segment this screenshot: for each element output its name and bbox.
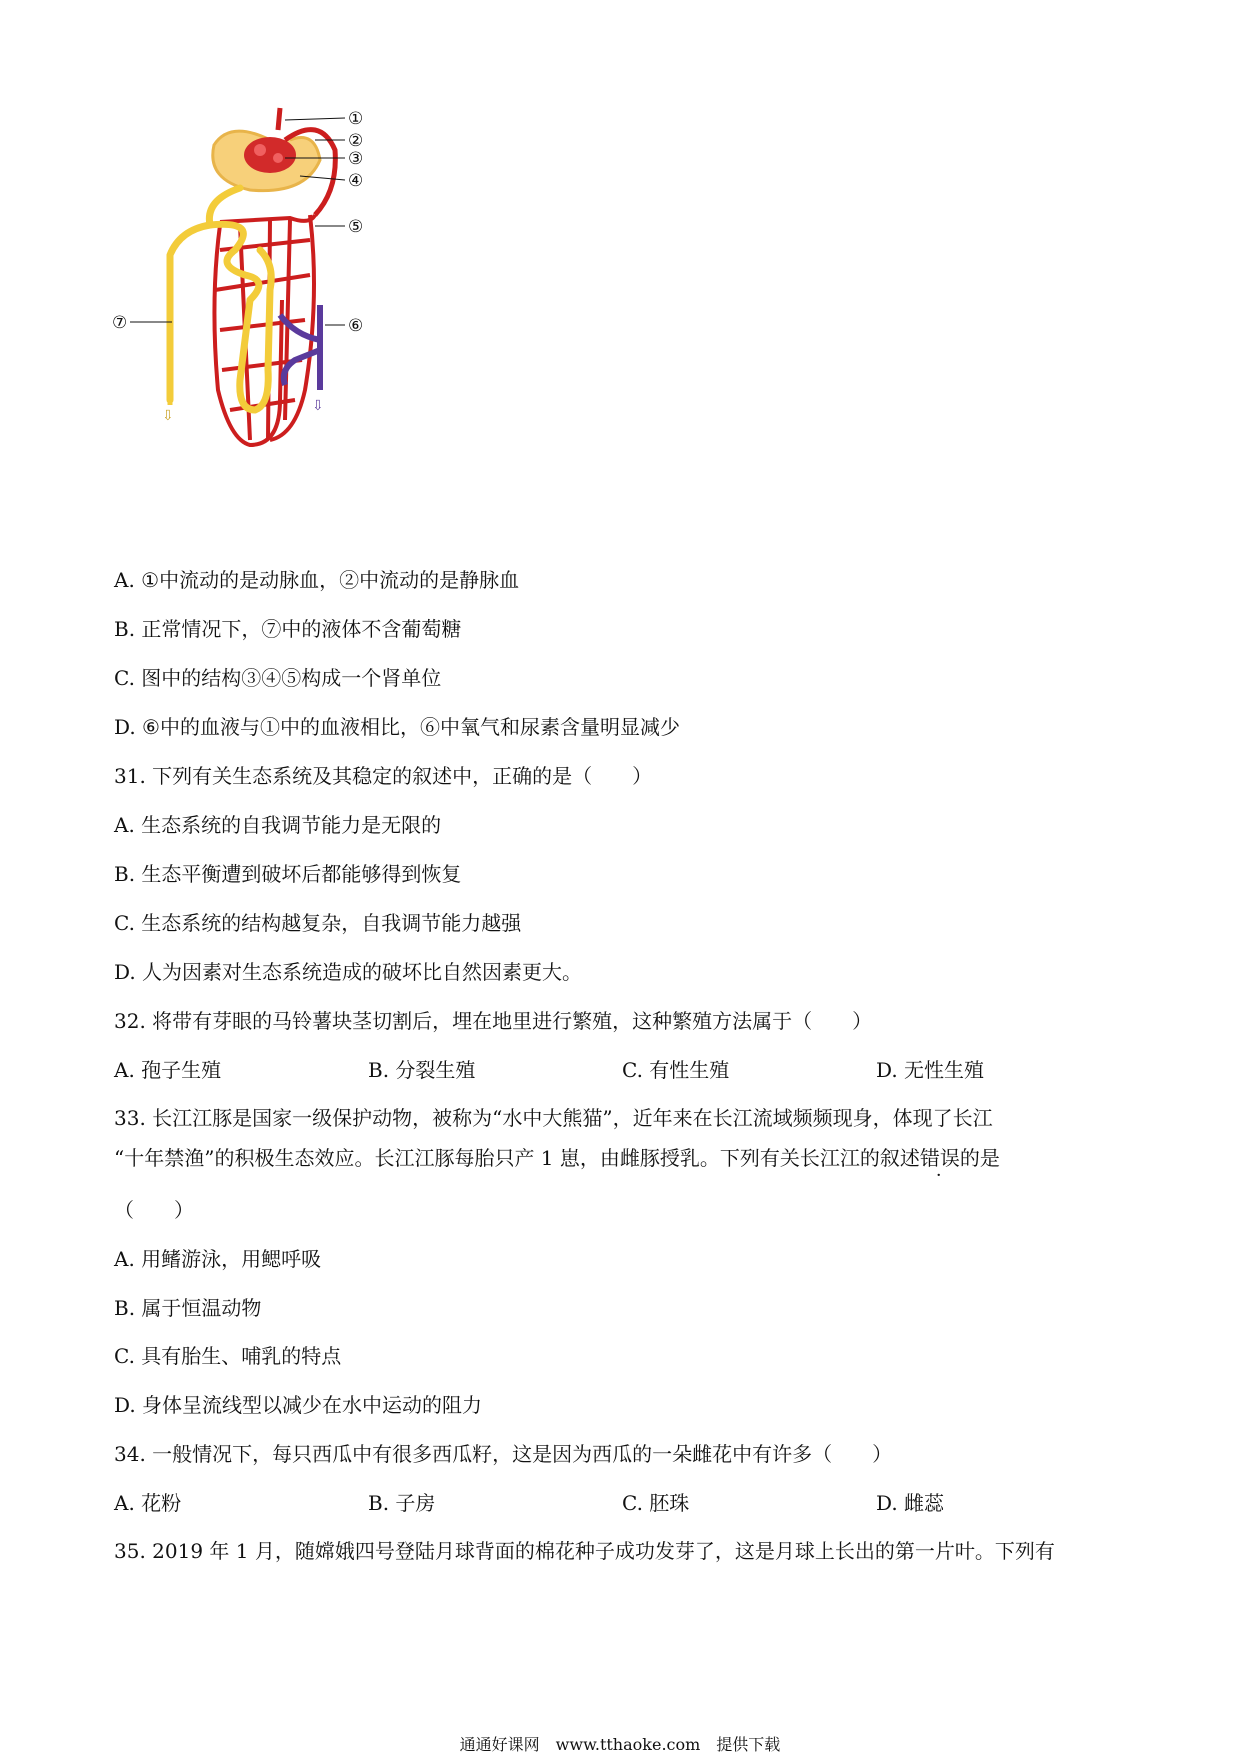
q33-emphasis: 错误	[919, 1146, 960, 1170]
q34-stem: 34. 一般情况下，每只西瓜中有很多西瓜籽，这是因为西瓜的一朵雌花中有许多（ ）	[114, 1442, 893, 1466]
q31-option-b: B. 生态平衡遭到破坏后都能够得到恢复	[114, 862, 462, 886]
q32-option-b: B. 分裂生殖	[368, 1058, 476, 1082]
q30-option-c: C. 图中的结构③④⑤构成一个肾单位	[114, 666, 442, 690]
page-footer: 通通好课网 www.tthaoke.com 提供下载	[459, 1735, 781, 1754]
q31-stem: 31. 下列有关生态系统及其稳定的叙述中，正确的是（ ）	[114, 764, 653, 788]
q34-option-b: B. 子房	[368, 1491, 436, 1515]
q30-option-b: B. 正常情况下，⑦中的液体不含葡萄糖	[114, 617, 462, 641]
q33-option-c: C. 具有胎生、哺乳的特点	[114, 1344, 342, 1368]
q31-option-a: A. 生态系统的自我调节能力是无限的	[114, 813, 442, 837]
label-3: ③	[348, 149, 364, 169]
q33-option-d: D. 身体呈流线型以减少在水中运动的阻力	[114, 1393, 483, 1417]
svg-text:⇩: ⇩	[162, 408, 174, 424]
label-4: ④	[348, 171, 364, 191]
q31-option-d: D. 人为因素对生态系统造成的破坏比自然因素更大。	[114, 960, 583, 984]
nephron-diagram	[110, 100, 430, 520]
q33-option-b: B. 属于恒温动物	[114, 1296, 262, 1320]
q33-option-a: A. 用鳍游泳，用鳃呼吸	[114, 1247, 322, 1271]
q32-option-a: A. 孢子生殖	[114, 1058, 222, 1082]
q33-stem-line2-post: 的是	[959, 1146, 1000, 1170]
q32-options	[114, 1056, 1130, 1084]
q34-options	[114, 1489, 1130, 1517]
label-5: ⑤	[348, 217, 364, 237]
q32-option-c: C. 有性生殖	[622, 1058, 730, 1082]
q35-stem: 35. 2019 年 1 月，随嫦娥四号登陆月球背面的棉花种子成功发芽了，这是月球上长出的第一片叶。下列有	[114, 1539, 1055, 1563]
q33-stem-line2-pre: “十年禁渔”的积极生态效应。长江江豚每胎只产 1 崽，由雌豚授乳。下列有关长江江的叙述	[114, 1146, 920, 1170]
q32-stem: 32. 将带有芽眼的马铃薯块茎切割后，埋在地里进行繁殖，这种繁殖方法属于（ ）	[114, 1009, 873, 1033]
q33-stem-line2	[114, 1144, 1000, 1172]
q34-option-d: D. 雌蕊	[876, 1491, 945, 1515]
q30-option-a: A. ①中流动的是动脉血，②中流动的是静脉血	[114, 568, 520, 592]
label-6: ⑥	[348, 316, 364, 336]
q33-stem-line1: 33. 长江江豚是国家一级保护动物，被称为“水中大熊猫”，近年来在长江流域频频现身，体现了长江	[114, 1106, 993, 1130]
q33-stem-line3: （ ）	[114, 1198, 194, 1222]
svg-text:⇩: ⇩	[312, 398, 324, 414]
label-7: ⑦	[112, 313, 128, 333]
q32-option-d: D. 无性生殖	[876, 1058, 985, 1082]
label-2: ②	[348, 131, 364, 151]
q34-option-a: A. 花粉	[114, 1491, 182, 1515]
label-1: ①	[348, 109, 364, 129]
q30-option-d: D. ⑥中的血液与①中的血液相比，⑥中氧气和尿素含量明显减少	[114, 715, 680, 739]
q31-option-c: C. 生态系统的结构越复杂，自我调节能力越强	[114, 911, 522, 935]
q34-option-c: C. 胚珠	[622, 1491, 690, 1515]
